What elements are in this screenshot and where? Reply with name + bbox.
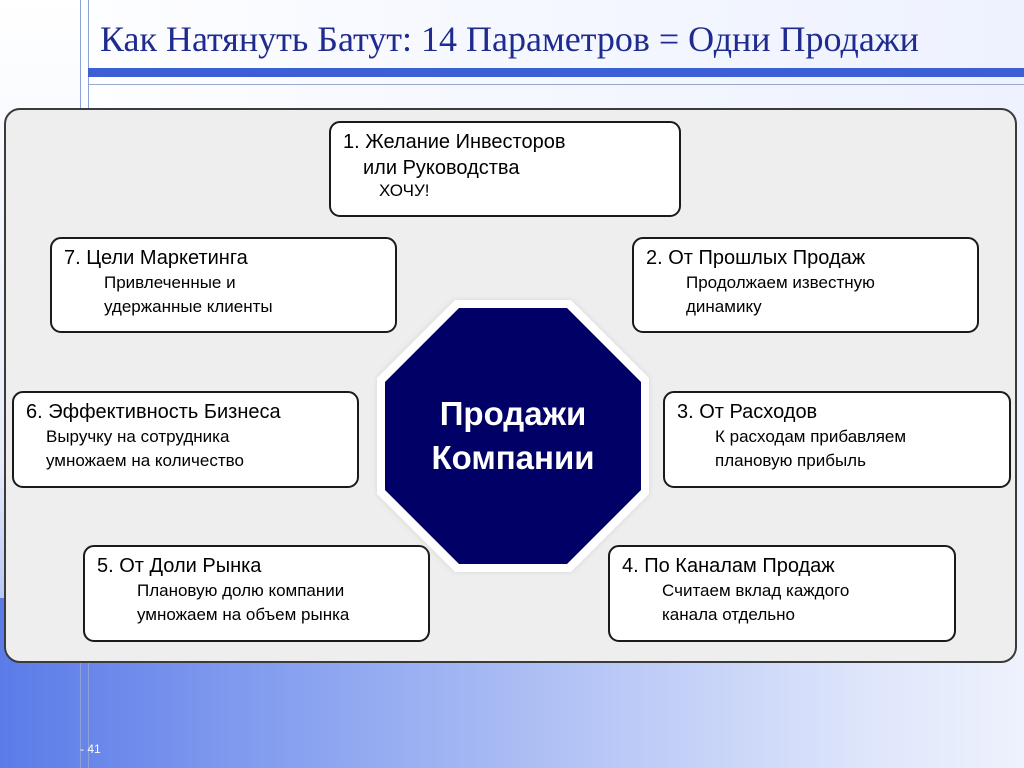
param-box-2-head: 2. От Прошлых Продаж bbox=[646, 247, 866, 269]
param-box-4-head: 4. По Каналам Продаж bbox=[622, 555, 835, 577]
param-box-7-line3: удержанные клиенты bbox=[104, 297, 273, 316]
param-box-3-line2: К расходам прибавляем bbox=[715, 427, 907, 446]
param-box-6-line3: умножаем на количество bbox=[46, 451, 244, 470]
param-box-3 bbox=[663, 391, 1011, 488]
param-box-3-head: 3. От Расходов bbox=[677, 401, 818, 423]
param-box-3-line3: плановую прибыль bbox=[715, 451, 866, 470]
param-box-4 bbox=[608, 545, 956, 642]
center-label bbox=[373, 296, 653, 576]
title-underline-thin bbox=[88, 84, 1024, 85]
param-box-1-head: 1. Желание Инвесторов bbox=[343, 131, 566, 153]
param-box-6-line2: Выручку на сотрудника bbox=[46, 427, 230, 446]
slide-title: Как Натянуть Батут: 14 Параметров = Одни Продажи bbox=[100, 19, 919, 59]
param-box-7-line2: Привлеченные и bbox=[104, 273, 236, 292]
param-box-7 bbox=[50, 237, 397, 333]
param-box-4-line3: канала отдельно bbox=[662, 605, 795, 624]
param-box-5-line2: Плановую долю компании bbox=[137, 581, 345, 600]
param-box-6 bbox=[12, 391, 359, 488]
param-box-5-line3: умножаем на объем рынка bbox=[137, 605, 350, 624]
param-box-6-head: 6. Эффективность Бизнеса bbox=[26, 401, 281, 423]
center-label-line1: Продажи bbox=[439, 395, 587, 432]
page-number: - 41 bbox=[80, 742, 101, 756]
param-box-1-line3: ХОЧУ! bbox=[379, 181, 430, 200]
title-underline-bar bbox=[88, 68, 1024, 77]
param-box-2 bbox=[632, 237, 979, 333]
param-box-1-line2: или Руководства bbox=[363, 157, 520, 179]
param-box-2-line3: динамику bbox=[686, 297, 762, 316]
param-box-1 bbox=[329, 121, 681, 217]
param-box-4-line2: Считаем вклад каждого bbox=[662, 581, 850, 600]
center-octagon bbox=[373, 296, 653, 576]
param-box-5-head: 5. От Доли Рынка bbox=[97, 555, 262, 577]
param-box-7-head: 7. Цели Маркетинга bbox=[64, 247, 248, 269]
center-label-line2: Компании bbox=[431, 439, 595, 476]
param-box-2-line2: Продолжаем известную bbox=[686, 273, 875, 292]
